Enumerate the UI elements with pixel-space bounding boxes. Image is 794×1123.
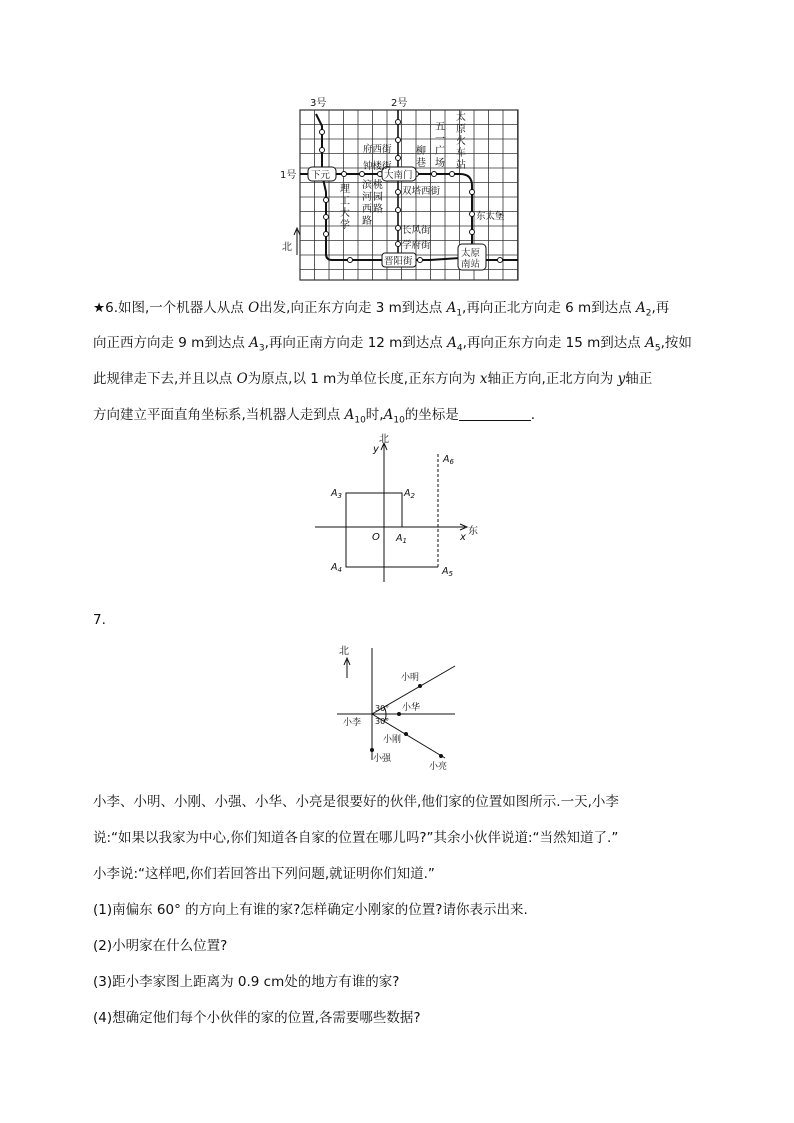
label-xiaoming: 小明: [401, 673, 420, 683]
label-taoyuan: 桃园路: [373, 180, 383, 215]
line-2-label: 2号: [391, 98, 408, 109]
point-a6: $A_6$: [443, 454, 454, 466]
friends-location-figure: [335, 638, 475, 772]
point-a5: $A_5$: [442, 566, 453, 578]
label-xiaohua: 小华: [402, 703, 421, 713]
station-jinyang: 晋阳街: [384, 256, 413, 267]
q7-intro-3: 小李说:“这样吧,你们若回答出下列问题,就证明你们知道.”: [93, 866, 435, 882]
label-xiaoliang: 小亮: [429, 762, 448, 772]
robot-path-figure: [310, 432, 490, 582]
dot-xiaoliang: [439, 754, 443, 758]
dot-xiaogang: [404, 732, 408, 736]
q6-line-4: 方向建立平面直角坐标系,当机器人走到点 $A_{10}$时$,A_{10}$的坐标是 .: [93, 407, 536, 426]
label-xiaogang: 小刚: [383, 735, 402, 745]
label-xiaoqiang: 小强: [373, 754, 392, 764]
line-1-label: 1号: [280, 170, 297, 181]
dot-xiaohua: [397, 712, 401, 716]
dot-xiaoqiang: [370, 748, 374, 752]
point-a1: $A_1$: [396, 533, 407, 545]
robot-path: [346, 493, 438, 567]
angle-label-2: 30°: [375, 717, 390, 726]
fig6-y-label: y: [373, 444, 379, 455]
label-dongtaibao: 东太堡: [476, 211, 505, 222]
q7-sub-4: (4)想确定他们每个小伙伴的家的位置,各需要哪些数据?: [93, 1010, 421, 1026]
line-3-label: 3号: [310, 98, 327, 109]
fig6-x-label: x: [460, 532, 466, 543]
q7-sub-2: (2)小明家在什么位置?: [93, 938, 228, 954]
q7-intro-1: 小李、小明、小刚、小强、小华、小亮是很要好的伙伴,他们家的位置如图所示.一天,小李: [93, 794, 619, 810]
q7-sub-3: (3)距小李家图上距离为 0.9 cm处的地方有谁的家?: [93, 974, 400, 990]
label-taiyuan-station: 太原火车站: [456, 112, 466, 171]
station-xiayuan: 下元: [311, 170, 331, 181]
label-liuxiang: 柳巷: [416, 146, 426, 169]
label-ligong-univ: 理工大学: [340, 184, 350, 231]
metro-map-figure: [270, 92, 520, 292]
dot-xiaoming: [418, 684, 422, 688]
map-north-label: 北: [282, 242, 292, 253]
station-danan: 大南门: [384, 170, 413, 181]
point-a2: $A_2$: [404, 488, 415, 500]
station-nanzhan: 太原南站: [461, 248, 481, 270]
fig7-north-arrow: [344, 658, 350, 678]
angle-label-1: 30°: [375, 704, 390, 713]
fig7-north: 北: [339, 646, 349, 657]
point-a4: $A_4$: [331, 562, 342, 574]
label-xiaoli: 小李: [343, 718, 362, 728]
q6-line-1: ★6.如图,一个机器人从点 O出发,向正东方向走 3 m到达点 $A_1$,再向正北方向走 6 m到达点 $A_2$,再: [93, 300, 670, 319]
label-wuyi-square: 五一广场: [435, 122, 445, 169]
fig6-origin: O: [372, 532, 380, 543]
label-zhonglou: 钟楼街: [363, 161, 392, 172]
map-north-arrow: [294, 228, 300, 255]
q7-sub-1: (1)南偏东 60° 的方向上有谁的家?怎样确定小刚家的位置?请你表示出来.: [93, 902, 528, 918]
label-changfeng: 长风街: [402, 225, 431, 236]
q7-number: 7.: [93, 612, 106, 628]
q6-line-3: 此规律走下去,并且以点 O为原点,以 1 m为单位长度,正东方向为 x轴正方向,正北方向为 y轴正: [93, 371, 653, 387]
fig6-north: 北: [379, 434, 389, 445]
label-shuangta: 双塔西街: [402, 186, 441, 197]
q7-intro-2: 说:“如果以我家为中心,你们知道各自家的位置在哪儿吗?”其余小伙伴说道:“当然知道了.”: [93, 830, 619, 846]
label-binhe-west: 滨河西路: [362, 180, 372, 227]
q6-line-2: 向正西方向走 9 m到达点 $A_3$,再向正南方向走 12 m到达点 $A_4$,再向正东方向走 15 m到达点 $A_5$,按如: [93, 335, 692, 354]
label-fuxi: 府西街: [363, 144, 392, 155]
answer-blank[interactable]: [459, 406, 531, 421]
fig6-east: 东: [468, 526, 478, 537]
point-a3: $A_3$: [331, 488, 342, 500]
label-xuefu: 学府街: [402, 240, 431, 251]
